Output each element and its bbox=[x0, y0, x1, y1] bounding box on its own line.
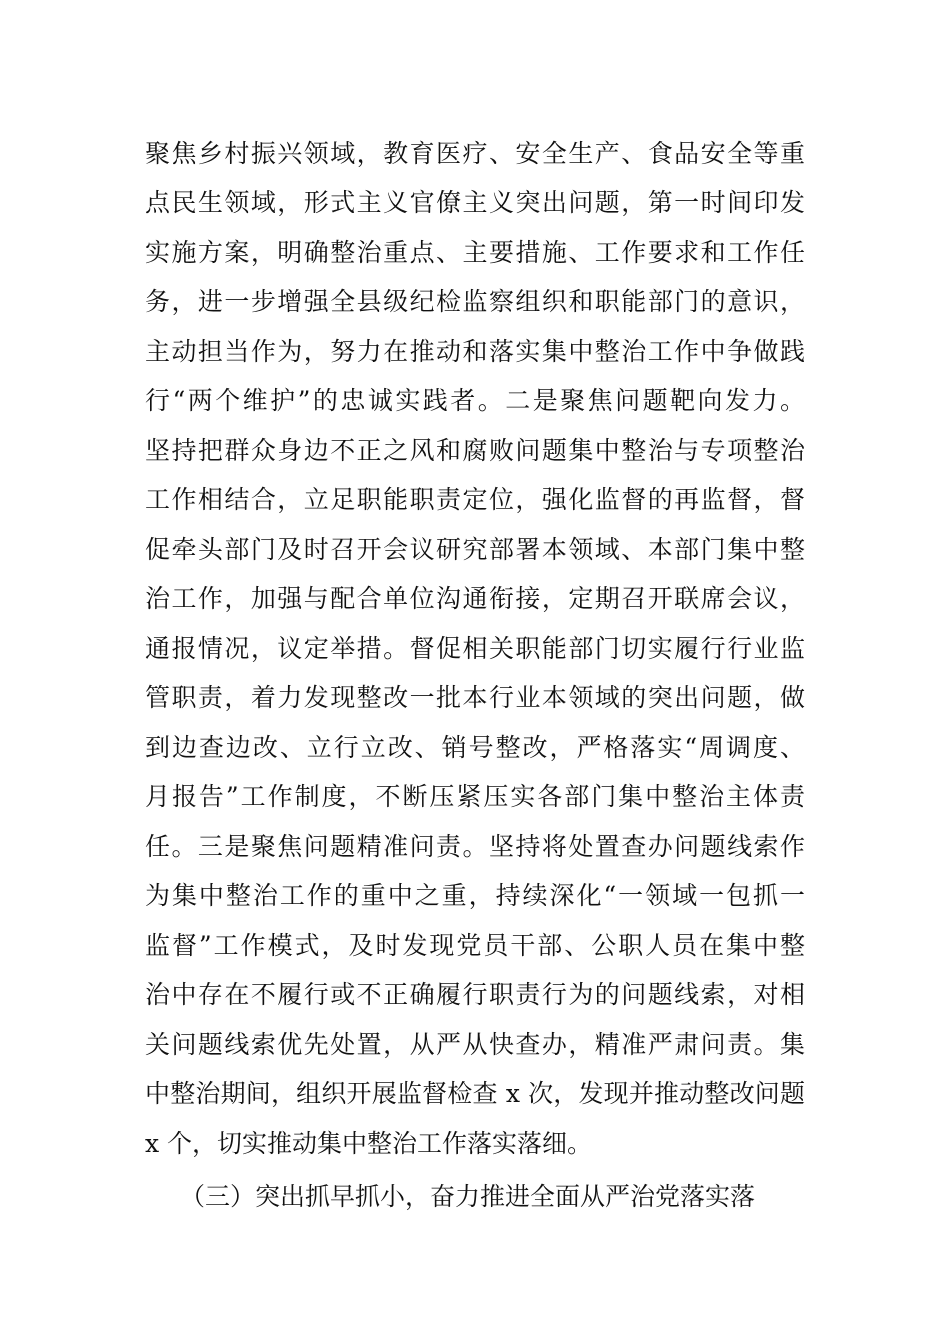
body-line: 主动担当作为，努力在推动和落实集中整治工作中争做践 bbox=[145, 337, 805, 366]
body-line: 实施方案，明确整治重点、主要措施、工作要求和工作任 bbox=[145, 238, 805, 267]
body-line: 治中存在不履行或不正确履行职责行为的问题线索，对相 bbox=[145, 980, 805, 1009]
body-line: 点民生领域，形式主义官僚主义突出问题，第一时间印发 bbox=[145, 188, 805, 217]
body-line: 任。三是聚焦问题精准问责。坚持将处置查办问题线索作 bbox=[145, 832, 805, 861]
body-line: 工作相结合，立足职能职责定位，强化监督的再监督，督 bbox=[145, 485, 805, 514]
body-line: 为集中整治工作的重中之重，持续深化“一领域一包抓一 bbox=[145, 881, 805, 910]
body-line: 到边查边改、立行立改、销号整改，严格落实“周调度、 bbox=[145, 733, 805, 762]
body-line: 促牵头部门及时召开会议研究部署本领域、本部门集中整 bbox=[145, 535, 805, 564]
body-line: 坚持把群众身边不正之风和腐败问题集中整治与专项整治 bbox=[145, 436, 805, 465]
body-line: 关问题线索优先处置，从严从快查办，精准严肃问责。集 bbox=[145, 1030, 805, 1059]
body-line: 行“两个维护”的忠诚实践者。二是聚焦问题靶向发力。 bbox=[145, 386, 805, 415]
body-line: 治工作，加强与配合单位沟通衔接，定期召开联席会议， bbox=[145, 584, 805, 613]
section-heading: （三）突出抓早抓小，奋力推进全面从严治党落实落 bbox=[180, 1182, 756, 1211]
body-line: 月报告”工作制度，不断压紧压实各部门集中整治主体责 bbox=[145, 782, 805, 811]
body-line: 通报情况，议定举措。督促相关职能部门切实履行行业监 bbox=[145, 634, 805, 663]
body-line: x 个，切实推动集中整治工作落实落细。 bbox=[145, 1129, 593, 1158]
body-line: 务，进一步增强全县级纪检监察组织和职能部门的意识， bbox=[145, 287, 805, 316]
body-line: 监督”工作模式，及时发现党员干部、公职人员在集中整 bbox=[145, 931, 805, 960]
body-line: 聚焦乡村振兴领域，教育医疗、安全生产、食品安全等重 bbox=[145, 139, 805, 168]
body-line: 中整治期间，组织开展监督检查 x 次，发现并推动整改问题 bbox=[145, 1079, 805, 1108]
body-line: 管职责，着力发现整改一批本行业本领域的突出问题，做 bbox=[145, 683, 805, 712]
